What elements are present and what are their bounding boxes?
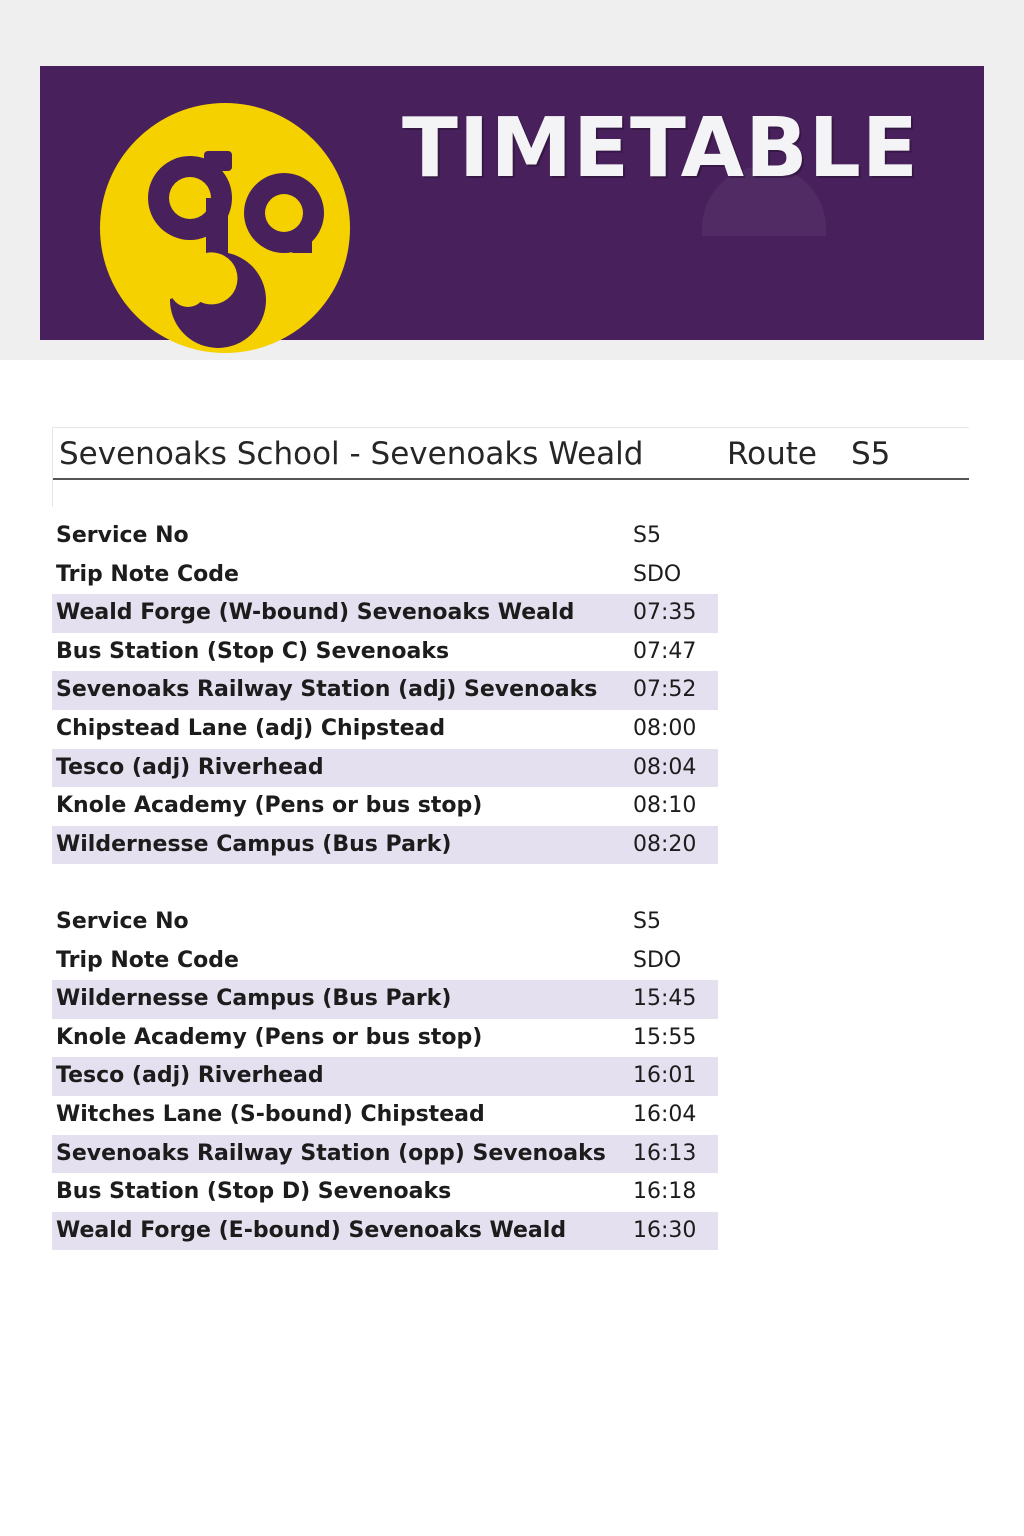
stop-name: Bus Station (Stop D) Sevenoaks [56,1179,452,1205]
time-value: 08:00 [633,715,697,741]
time-value: 16:30 [633,1217,697,1243]
table-row [52,1135,718,1174]
stop-name: Sevenoaks Railway Station (adj) Sevenoaks [56,677,598,703]
table-row [52,633,718,672]
stop-name: Service No [56,523,189,548]
table-row [52,903,718,942]
table-row [52,826,718,865]
timetable-banner [40,66,984,340]
table-row [52,517,718,556]
table-row [52,980,718,1019]
stop-name: Sevenoaks Railway Station (opp) Sevenoaks [56,1140,606,1166]
time-value: S5 [633,523,661,548]
time-value: 08:10 [633,793,697,819]
time-value: 16:13 [633,1140,697,1166]
route-number: S5 [851,436,891,472]
table-row [52,594,718,633]
time-value: 08:04 [633,754,697,780]
stop-name: Tesco (adj) Riverhead [56,1063,324,1089]
stop-name: Witches Lane (S-bound) Chipstead [56,1101,485,1127]
morning-trip-table [52,517,718,864]
time-value: SDO [633,561,682,587]
route-header [52,427,969,480]
stop-name: Knole Academy (Pens or bus stop) [56,1024,483,1050]
table-row [52,1173,718,1212]
table-row [52,556,718,595]
stop-name: Chipstead Lane (adj) Chipstead [56,715,446,741]
stop-name: Tesco (adj) Riverhead [56,754,324,780]
stop-name: Wildernesse Campus (Bus Park) [56,986,452,1012]
banner-title: TIMETABLE [402,101,919,196]
stop-name: Bus Station (Stop C) Sevenoaks [56,638,450,664]
stop-name: Weald Forge (E-bound) Sevenoaks Weald [56,1217,567,1243]
stop-name: Weald Forge (W-bound) Sevenoaks Weald [56,600,575,626]
stop-name: Service No [56,909,189,934]
time-value: S5 [633,909,661,934]
stop-name: Trip Note Code [56,561,239,587]
stop-name: Knole Academy (Pens or bus stop) [56,793,483,819]
table-row [52,1019,718,1058]
table-row [52,1096,718,1135]
stop-name: Trip Note Code [56,947,239,973]
time-value: 16:01 [633,1063,697,1089]
time-value: 16:04 [633,1101,697,1127]
time-value: 07:52 [633,677,697,703]
time-value: 08:20 [633,831,697,857]
route-name: Sevenoaks School - Sevenoaks Weald [59,436,644,472]
table-row [52,1212,718,1251]
route-header-rule [52,477,53,507]
time-value: SDO [633,947,682,973]
table-row [52,749,718,788]
go-logo [100,103,350,353]
afternoon-trip-table [52,903,718,1250]
table-row [52,1057,718,1096]
time-value: 15:55 [633,1024,697,1050]
route-label: Route [727,436,817,472]
time-value: 07:35 [633,600,697,626]
table-row [52,787,718,826]
table-row [52,671,718,710]
table-row [52,942,718,981]
time-value: 16:18 [633,1179,697,1205]
time-value: 15:45 [633,986,697,1012]
time-value: 07:47 [633,638,697,664]
stop-name: Wildernesse Campus (Bus Park) [56,831,452,857]
table-row [52,710,718,749]
